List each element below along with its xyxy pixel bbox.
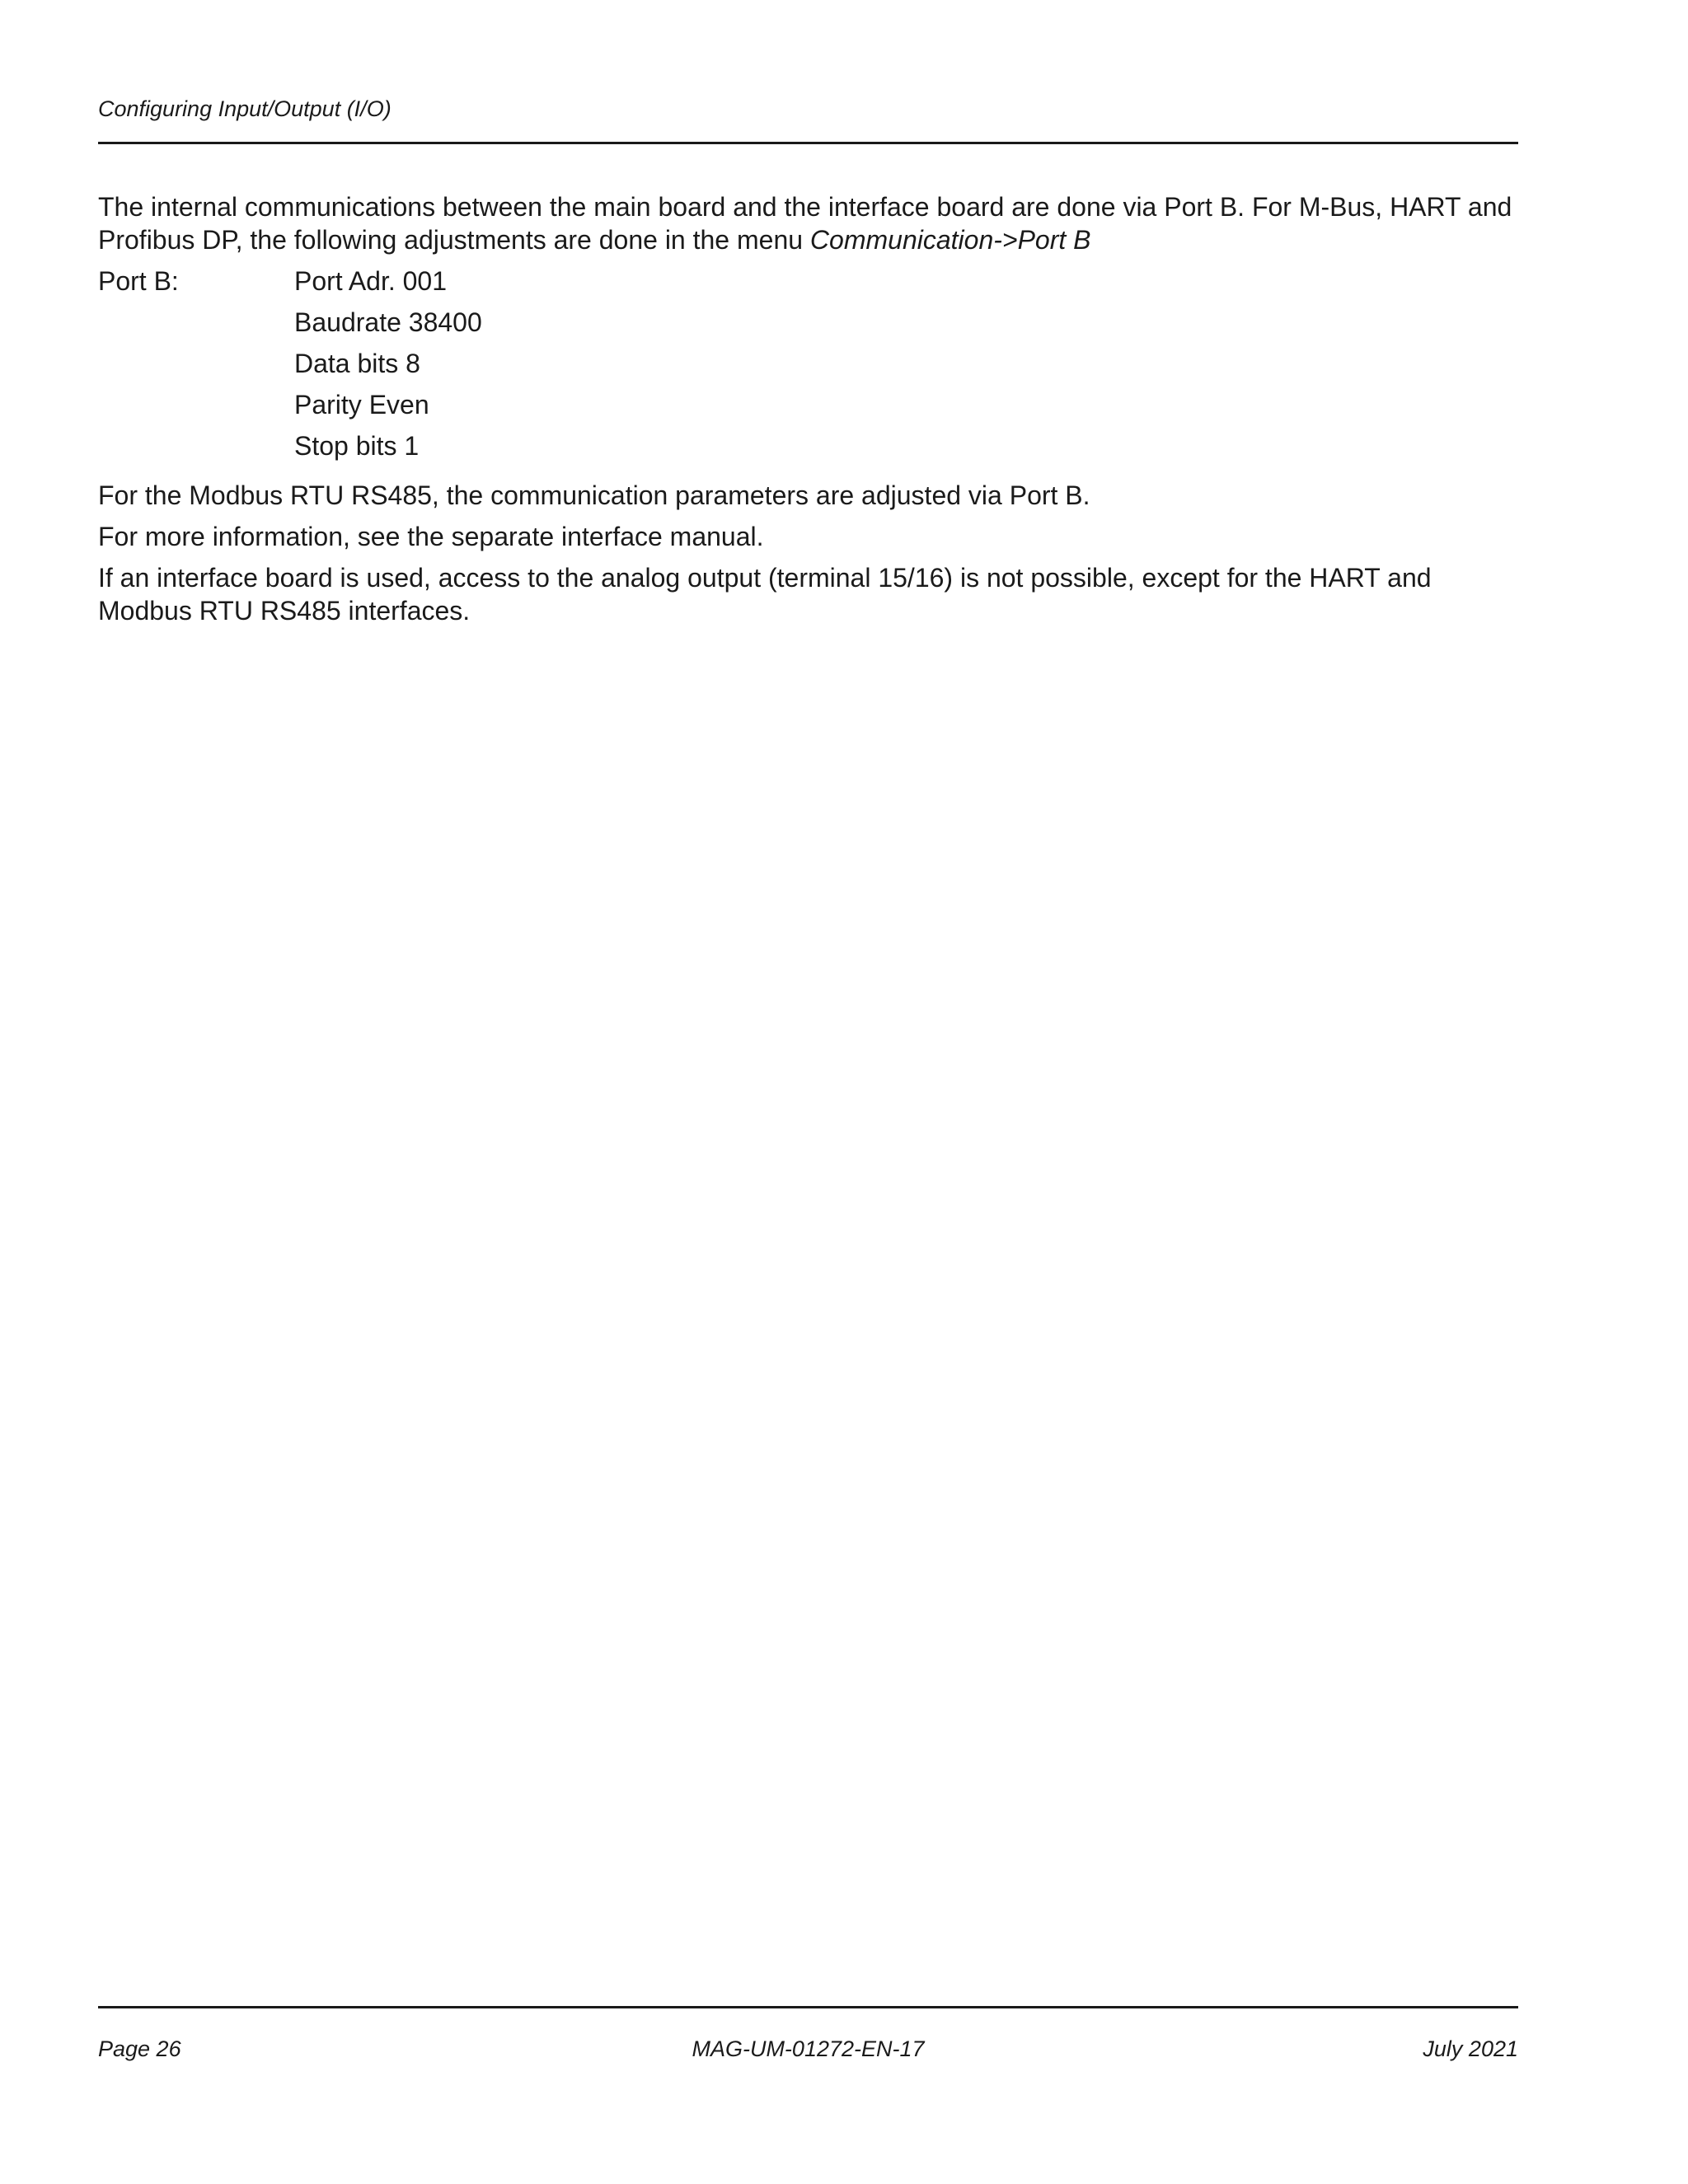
page-content [98, 190, 1518, 635]
page-footer [98, 2034, 1518, 2064]
port-setting-row [98, 429, 1518, 471]
port-label: Port B: [98, 266, 179, 296]
page-number: Page 26 [98, 2036, 181, 2061]
port-setting-value: Baudrate 38400 [294, 307, 482, 337]
interface-note-paragraph: If an interface board is used, access to the analog output (terminal 15/16) is not possible, except for the HART and Modbus RTU RS485 interfaces. [98, 563, 1432, 626]
running-header: Configuring Input/Output (I/O) [98, 96, 392, 121]
intro-paragraph [98, 190, 1518, 256]
port-setting-row [98, 306, 1518, 347]
port-setting-value: Stop bits 1 [294, 431, 420, 461]
port-b-settings [98, 265, 1518, 471]
header-rule [98, 142, 1518, 144]
port-setting-value: Port Adr. 001 [294, 266, 448, 296]
modbus-paragraph: For the Modbus RTU RS485, the communication parameters are adjusted via Port B. [98, 480, 1090, 510]
menu-path: Communication->Port B [809, 225, 1091, 255]
port-setting-row [98, 347, 1518, 388]
port-setting-row [98, 265, 1518, 306]
port-setting-value: Parity Even [294, 390, 429, 419]
port-setting-row [98, 388, 1518, 429]
document-id: MAG-UM-01272-EN-17 [692, 2036, 925, 2061]
footer-rule [98, 2006, 1518, 2008]
more-info-paragraph: For more information, see the separate interface manual. [98, 522, 764, 551]
publication-date: July 2021 [1423, 2036, 1518, 2061]
port-setting-value: Data bits 8 [294, 349, 420, 378]
intro-text: The internal communications between the main board and the interface board are done via Port B. For M-Bus, HART and Profibus DP, the following adjustments are done in the menu [98, 192, 1512, 255]
